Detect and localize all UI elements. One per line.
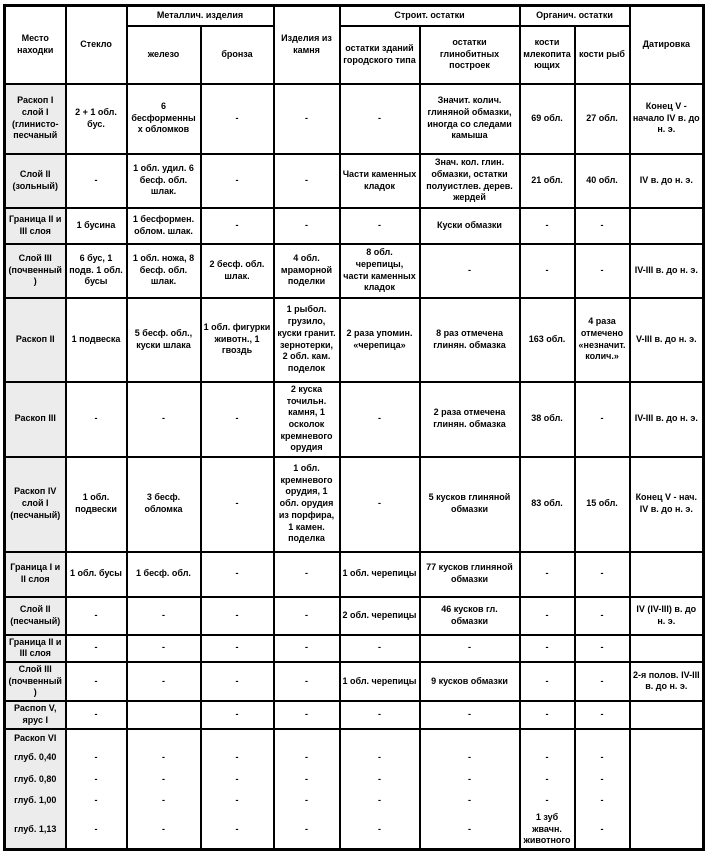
- table-row: [5, 662, 704, 701]
- table-cell: -: [274, 552, 340, 597]
- table-row: [5, 635, 704, 662]
- table-body: [5, 84, 704, 850]
- table-cell: [274, 729, 340, 747]
- table-cell: 4 обл. мраморной поделки: [274, 244, 340, 298]
- table-cell: -: [201, 597, 274, 635]
- row-label: глуб. 1,13: [5, 811, 66, 850]
- table-row: [5, 382, 704, 457]
- table-cell: -: [127, 382, 201, 457]
- table-row: [5, 769, 704, 791]
- table-cell: -: [66, 597, 127, 635]
- table-cell: 15 обл.: [575, 457, 630, 552]
- table-row: [5, 791, 704, 811]
- table-cell: 1 рыбол. грузило, куски гранит. зернотерки, 2 обл. кам. поделок: [274, 298, 340, 382]
- table-cell: 40 обл.: [575, 154, 630, 208]
- row-label: Раскоп III: [5, 382, 66, 457]
- table-cell: 2-я полов. IV-III в. до н. э.: [630, 662, 704, 701]
- table-cell: [630, 811, 704, 850]
- table-cell: -: [66, 635, 127, 662]
- col-header-mammal-bones: кости млекопита ющих: [520, 26, 575, 84]
- table-cell: [575, 729, 630, 747]
- table-cell: -: [420, 769, 520, 791]
- table-cell: 1 обл. кремневого орудия, 1 обл. орудия из порфира, 1 камен. поделка: [274, 457, 340, 552]
- table-cell: [66, 729, 127, 747]
- table-cell: -: [340, 208, 420, 244]
- table-cell: -: [201, 791, 274, 811]
- table-cell: 1 обл. черепицы: [340, 662, 420, 701]
- table-cell: -: [340, 769, 420, 791]
- table-cell: -: [575, 597, 630, 635]
- table-cell: 1 обл. подвески: [66, 457, 127, 552]
- table-cell: 1 подвеска: [66, 298, 127, 382]
- table-row: [5, 811, 704, 850]
- table-cell: [630, 208, 704, 244]
- table-cell: 2 куска точильн. камня, 1 осколок кремневого орудия: [274, 382, 340, 457]
- table-cell: [630, 769, 704, 791]
- table-cell: -: [575, 701, 630, 729]
- table-cell: -: [274, 208, 340, 244]
- table-cell: -: [340, 811, 420, 850]
- row-label: глуб. 1,00: [5, 791, 66, 811]
- table-cell: -: [201, 769, 274, 791]
- table-cell: 163 обл.: [520, 298, 575, 382]
- table-cell: -: [274, 701, 340, 729]
- table-cell: 1 бусина: [66, 208, 127, 244]
- table-cell: 8 раз отмечена глинян. обмазка: [420, 298, 520, 382]
- col-header-place: Место находки: [5, 6, 66, 84]
- table-cell: -: [420, 244, 520, 298]
- table-row: [5, 154, 704, 208]
- table-header: [5, 6, 704, 84]
- table-cell: -: [66, 662, 127, 701]
- table-cell: -: [127, 747, 201, 769]
- table-cell: 5 бесф. обл., куски шлака: [127, 298, 201, 382]
- row-label: Распоп V, ярус I: [5, 701, 66, 729]
- table-cell: [201, 729, 274, 747]
- col-header-iron: железо: [127, 26, 201, 84]
- row-label: Граница I и II слоя: [5, 552, 66, 597]
- col-header-glass: Стекло: [66, 6, 127, 84]
- finds-table: [3, 4, 705, 851]
- table-row: [5, 208, 704, 244]
- table-cell: -: [340, 382, 420, 457]
- row-label: Раскоп II: [5, 298, 66, 382]
- table-cell: -: [201, 457, 274, 552]
- col-header-dating: Датировка: [630, 6, 704, 84]
- table-cell: -: [575, 811, 630, 850]
- table-cell: [630, 747, 704, 769]
- table-cell: [127, 701, 201, 729]
- table-cell: 1 обл. ножа, 8 бесф. обл. шлак.: [127, 244, 201, 298]
- table-cell: [340, 729, 420, 747]
- table-cell: Куски обмазки: [420, 208, 520, 244]
- table-cell: Значит. колич. глиняной обмазки, иногда со следами камыша: [420, 84, 520, 154]
- table-cell: 1 обл. фигурки животн., 1 гвоздь: [201, 298, 274, 382]
- table-cell: -: [274, 635, 340, 662]
- table-cell: -: [201, 382, 274, 457]
- table-cell: -: [520, 791, 575, 811]
- table-cell: 77 кусков глиняной обмазки: [420, 552, 520, 597]
- table-cell: -: [340, 747, 420, 769]
- table-cell: [630, 729, 704, 747]
- table-cell: 1 обл. черепицы: [340, 552, 420, 597]
- table-row: [5, 552, 704, 597]
- table-cell: V-III в. до н. э.: [630, 298, 704, 382]
- table-cell: -: [274, 811, 340, 850]
- table-cell: -: [201, 662, 274, 701]
- table-row: [5, 597, 704, 635]
- table-cell: -: [66, 747, 127, 769]
- table-cell: IV (IV-III) в. до н. э.: [630, 597, 704, 635]
- table-cell: -: [520, 597, 575, 635]
- row-label: Раскоп VI: [5, 729, 66, 747]
- table-cell: -: [201, 747, 274, 769]
- table-cell: -: [340, 701, 420, 729]
- row-label: глуб. 0,80: [5, 769, 66, 791]
- col-header-fish-bones: кости рыб: [575, 26, 630, 84]
- table-cell: -: [66, 769, 127, 791]
- table-cell: -: [340, 84, 420, 154]
- table-cell: -: [575, 635, 630, 662]
- table-cell: 1 бесформен. облом. шлак.: [127, 208, 201, 244]
- table-cell: -: [520, 208, 575, 244]
- table-cell: Знач. кол. глин. обмазки, остатки полуистлев. дерев. жердей: [420, 154, 520, 208]
- table-cell: Части каменных кладок: [340, 154, 420, 208]
- table-cell: -: [575, 552, 630, 597]
- table-cell: Конец V - начало IV в. до н. э.: [630, 84, 704, 154]
- table-cell: -: [201, 635, 274, 662]
- table-cell: -: [575, 791, 630, 811]
- table-cell: 2 бесф. обл. шлак.: [201, 244, 274, 298]
- table-cell: 8 обл. черепицы, части каменных кладок: [340, 244, 420, 298]
- table-cell: -: [520, 701, 575, 729]
- table-cell: -: [274, 747, 340, 769]
- row-label: глуб. 0,40: [5, 747, 66, 769]
- table-cell: [520, 729, 575, 747]
- table-cell: 9 кусков обмазки: [420, 662, 520, 701]
- table-cell: -: [520, 769, 575, 791]
- table-cell: -: [420, 791, 520, 811]
- table-cell: 6 бус, 1 подв. 1 обл. бусы: [66, 244, 127, 298]
- table-cell: 6 бесформенных обломков: [127, 84, 201, 154]
- table-row: [5, 84, 704, 154]
- table-cell: [127, 729, 201, 747]
- table-cell: 38 обл.: [520, 382, 575, 457]
- col-header-stone: Изделия из камня: [274, 6, 340, 84]
- table-cell: -: [127, 811, 201, 850]
- col-group-construction: Строит. остатки: [340, 6, 520, 26]
- table-cell: -: [520, 662, 575, 701]
- table-cell: -: [127, 662, 201, 701]
- table-cell: -: [520, 244, 575, 298]
- table-cell: -: [420, 747, 520, 769]
- row-label: Слой III (почвенный): [5, 662, 66, 701]
- table-cell: 21 обл.: [520, 154, 575, 208]
- table-cell: -: [420, 811, 520, 850]
- table-cell: -: [66, 154, 127, 208]
- table-row: [5, 747, 704, 769]
- table-cell: -: [575, 244, 630, 298]
- table-cell: -: [520, 552, 575, 597]
- table-cell: [630, 635, 704, 662]
- table-cell: 83 обл.: [520, 457, 575, 552]
- table-cell: -: [201, 811, 274, 850]
- table-cell: -: [340, 791, 420, 811]
- table-cell: -: [66, 382, 127, 457]
- table-cell: -: [127, 769, 201, 791]
- table-cell: -: [201, 552, 274, 597]
- table-cell: -: [274, 597, 340, 635]
- table-row: [5, 457, 704, 552]
- table-cell: [630, 701, 704, 729]
- col-header-bronze: бронза: [201, 26, 274, 84]
- row-label: Слой II (песчаный): [5, 597, 66, 635]
- table-cell: -: [274, 791, 340, 811]
- table-cell: 69 обл.: [520, 84, 575, 154]
- table-row: [5, 701, 704, 729]
- table-row: [5, 298, 704, 382]
- table-cell: -: [340, 457, 420, 552]
- row-label: Граница II и III слоя: [5, 208, 66, 244]
- table-cell: -: [66, 701, 127, 729]
- table-cell: 1 зуб жвачн. животного: [520, 811, 575, 850]
- table-cell: -: [127, 635, 201, 662]
- col-header-adobe-remains: остатки глинобитных построек: [420, 26, 520, 84]
- col-group-organic: Органич. остатки: [520, 6, 630, 26]
- table-cell: -: [274, 154, 340, 208]
- table-cell: -: [274, 84, 340, 154]
- table-cell: 5 кусков глиняной обмазки: [420, 457, 520, 552]
- table-cell: -: [127, 791, 201, 811]
- table-cell: -: [420, 701, 520, 729]
- table-cell: [630, 791, 704, 811]
- header-row-groups: [5, 6, 704, 26]
- table-row: [5, 244, 704, 298]
- col-group-metal: Металлич. изделия: [127, 6, 274, 26]
- table-cell: 3 бесф. обломка: [127, 457, 201, 552]
- table-cell: IV-III в. до н. э.: [630, 244, 704, 298]
- table-cell: -: [520, 747, 575, 769]
- row-label: Слой II (зольный): [5, 154, 66, 208]
- table-cell: -: [420, 635, 520, 662]
- table-cell: -: [575, 747, 630, 769]
- table-cell: -: [520, 635, 575, 662]
- col-header-urban-remains: остатки зданий городского типа: [340, 26, 420, 84]
- table-cell: -: [66, 811, 127, 850]
- row-label: Слой III (почвенный): [5, 244, 66, 298]
- table-cell: Конец V - нач. IV в. до н. э.: [630, 457, 704, 552]
- table-cell: 1 бесф. обл.: [127, 552, 201, 597]
- row-label: Раскоп IV слой I (песчаный): [5, 457, 66, 552]
- table-cell: -: [575, 382, 630, 457]
- row-label: Граница II и III слоя: [5, 635, 66, 662]
- row-label: Раскоп I слой I (глинисто-песчаный: [5, 84, 66, 154]
- table-cell: IV в. до н. э.: [630, 154, 704, 208]
- table-cell: -: [274, 662, 340, 701]
- table-cell: [420, 729, 520, 747]
- table-row: [5, 729, 704, 747]
- table-cell: 2 раза отмечена глинян. обмазка: [420, 382, 520, 457]
- table-cell: IV-III в. до н. э.: [630, 382, 704, 457]
- table-cell: 2 + 1 обл. бус.: [66, 84, 127, 154]
- table-cell: [630, 552, 704, 597]
- table-cell: -: [575, 662, 630, 701]
- table-cell: -: [201, 208, 274, 244]
- table-cell: -: [340, 635, 420, 662]
- table-cell: 2 обл. черепицы: [340, 597, 420, 635]
- table-cell: 27 обл.: [575, 84, 630, 154]
- table-cell: 1 обл. удил. 6 бесф. обл. шлак.: [127, 154, 201, 208]
- table-cell: -: [66, 791, 127, 811]
- table-cell: 4 раза отмечено «незначит. колич.»: [575, 298, 630, 382]
- table-cell: -: [201, 84, 274, 154]
- table-cell: -: [575, 769, 630, 791]
- table-cell: -: [127, 597, 201, 635]
- table-cell: 1 обл. бусы: [66, 552, 127, 597]
- table-cell: -: [201, 154, 274, 208]
- table-cell: 46 кусков гл. обмазки: [420, 597, 520, 635]
- table-cell: -: [575, 208, 630, 244]
- table-cell: 2 раза упомин. «черепица»: [340, 298, 420, 382]
- table-cell: -: [201, 701, 274, 729]
- table-cell: -: [274, 769, 340, 791]
